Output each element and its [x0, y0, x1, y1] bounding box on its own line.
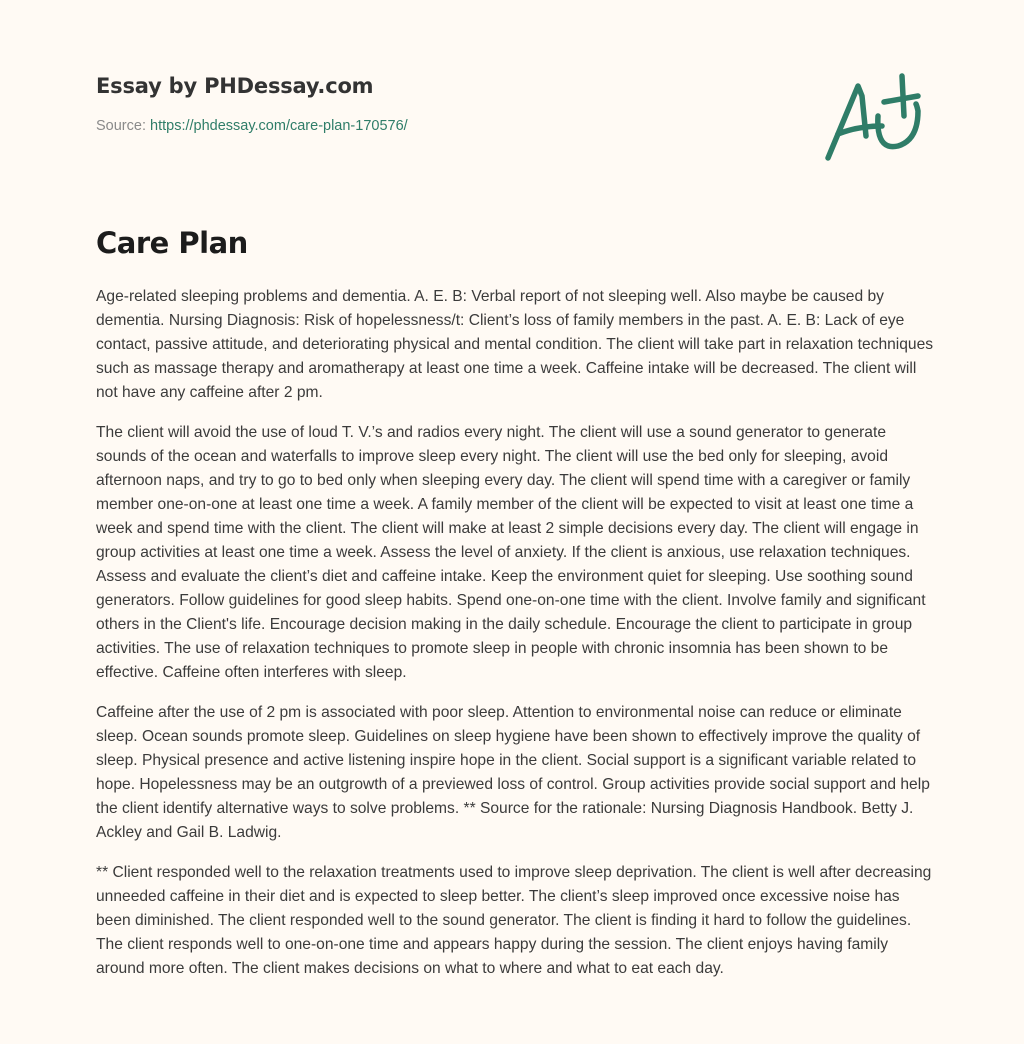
essay-paragraph: Age-related sleeping problems and dementia. A. E. B: Verbal report of not sleeping well. Also maybe be caused by dementia. Nursing Diagnosis: Risk of hopelessness/t: Client’s loss of family members in the past. A. E. B: Lack of eye contact, passive attitude, and deteriorating physical and mental condition. The client will take part in relaxation techniques such as massage therapy and aromatherapy at least one time a week. Caffeine intake will be decreased. The client will not have any caffeine after 2 pm. — [96, 288, 934, 401]
source-line — [96, 118, 408, 134]
essay-paragraph: Caffeine after the use of 2 pm is associated with poor sleep. Attention to environmental noise can reduce or eliminate sleep. Ocean sounds promote sleep. Guidelines on sleep hygiene have been shown to effectively improve the quality of sleep. Physical presence and active listening inspire hope in the client. Social support is a significant variable related to hope. Hopelessness may be an outgrowth of a previewed loss of control. Group activities provide social support and help the client identify alternative ways to solve problems. ** Source for the rationale: Nursing Diagnosis Handbook. Betty J. Ackley and Gail B. Ladwig. — [96, 704, 930, 841]
source-link[interactable]: https://phdessay.com/care-plan-170576/ — [150, 118, 408, 134]
essay-body — [96, 285, 934, 997]
source-label: Source: — [96, 118, 146, 134]
a-plus-grade-icon — [818, 66, 933, 166]
page-header — [96, 74, 408, 134]
essay-paragraph: ** Client responded well to the relaxation treatments used to improve sleep deprivation. The client is well after decreasing unneeded caffeine in their diet and is expected to sleep better. The client’s sleep improved once excessive noise has been diminished. The client responded well to the sound generator. The client is finding it hard to follow the guidelines. The client responds well to one-on-one time and appears happy during the session. The client enjoys having family around more often. The client makes decisions on what to where and what to eat each day. — [96, 864, 932, 977]
brand-title: Essay by PHDessay.com — [96, 74, 374, 98]
essay-paragraph: The client will avoid the use of loud T. V.’s and radios every night. The client will use a sound generator to generate sounds of the ocean and waterfalls to improve sleep every night. The client will use the bed only for sleeping, avoid afternoon naps, and try to go to bed only when sleeping every day. The client will spend time with a caregiver or family member one-on-one at least one time a week. A family member of the client will be expected to visit at least one time a week and spend time with the client. The client will make at least 2 simple decisions every day. The client will engage in group activities at least one time a week. Assess the level of anxiety. If the client is anxious, use relaxation techniques. Assess and evaluate the client’s diet and caffeine intake. Keep the environment quiet for sleeping. Use soothing sound generators. Follow guidelines for good sleep habits. Spend one-on-one time with the client. Involve family and significant others in the Client's life. Encourage decision making in the daily schedule. Encourage the client to participate in group activities. The use of relaxation techniques to promote sleep in people with chronic insomnia has been shown to be effective. Caffeine often interferes with sleep. — [96, 424, 926, 681]
essay-title: Care Plan — [96, 226, 248, 260]
